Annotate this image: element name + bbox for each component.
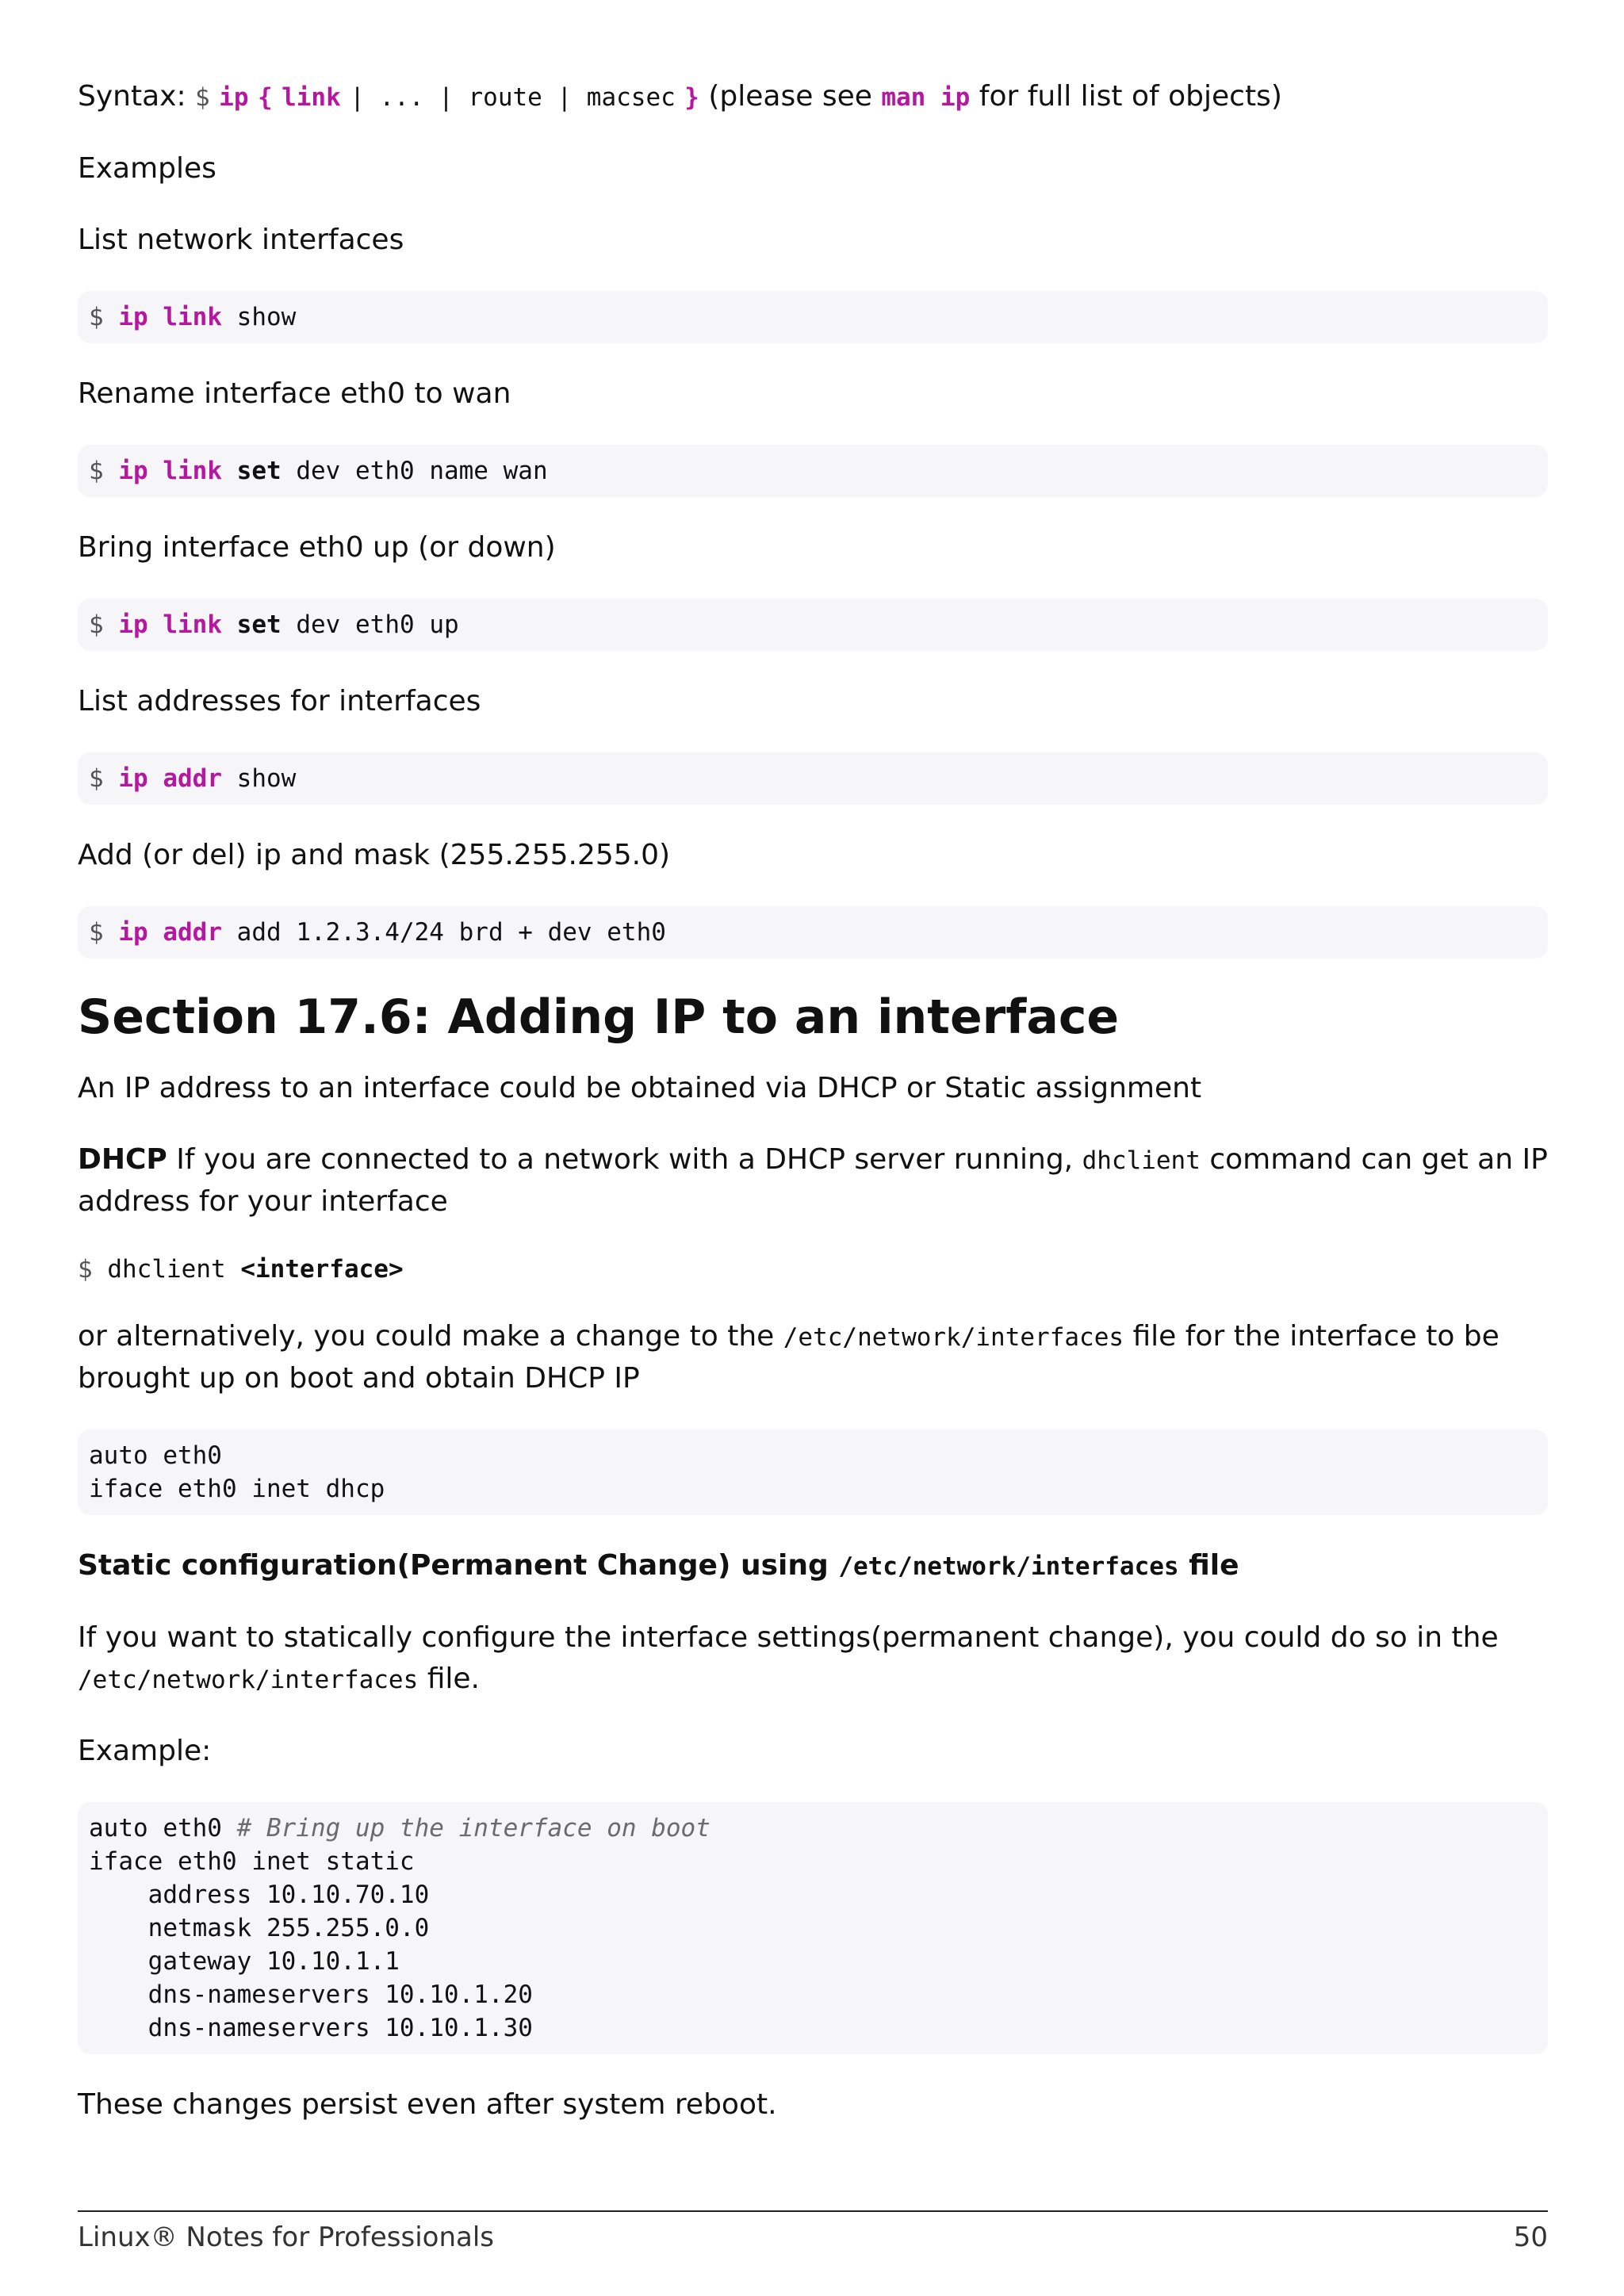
example-desc: Rename interface eth0 to wan [78,377,511,410]
static-text-cont: file. [427,1663,480,1695]
code-cmd: ip [118,610,148,639]
static-heading-file: file [1189,1549,1239,1582]
code-verb: set [236,457,282,485]
code-dollar: $ [89,303,104,331]
dhclient-command [78,1253,1548,1286]
dhclient-cmd: dhclient [107,1255,226,1284]
section-title: Section 17.6: Adding IP to an interface [78,989,1120,1045]
static-config-auto: auto eth0 [89,1814,237,1843]
example-item [78,220,1548,343]
example-desc: Bring interface eth0 up (or down) [78,531,556,564]
example-list [78,220,1548,959]
syntax-brace-open: { [257,83,273,112]
page-footer [78,2210,1548,2255]
code-cmd: ip [118,764,148,793]
syntax-brace-close: } [684,83,699,112]
static-path: /etc/network/interfaces [78,1666,419,1694]
alt-text-cont: file for the interface to be brought up on boot and obtain DHCP IP [78,1320,1500,1395]
example-code [78,599,1548,651]
code-dollar: $ [89,457,104,485]
static-paragraph [78,1617,1548,1701]
dhcp-label: DHCP [78,1143,167,1176]
examples-heading: Examples [78,152,216,185]
code-args: dev eth0 up [296,610,459,639]
example-item [78,527,1548,651]
example-code [78,752,1548,805]
syntax-cmd: ip [219,83,249,112]
persist-note: These changes persist even after system reboot. [78,2088,777,2121]
static-heading [78,1545,1548,1587]
static-config-body: iface eth0 inet static address 10.10.70.10 netmask 255.255.0.0 gateway 10.10.1.1 dns-nameservers 10.10.1.20 dns-nameservers 10.10.1.30 [89,1847,533,2042]
code-dollar: $ [89,610,104,639]
code-cmd: ip [118,303,148,331]
static-config-comment: # Bring up the interface on boot [236,1814,710,1843]
dhclient-arg: <interface> [240,1255,404,1284]
code-object: link [163,610,222,639]
alt-path: /etc/network/interfaces [783,1323,1124,1352]
example-code [78,291,1548,343]
syntax-man: man ip [881,83,971,112]
syntax-link: link [282,83,341,112]
example-label: Example: [78,1735,212,1767]
dhcp-inline-code: dhclient [1082,1146,1201,1175]
code-cmd: ip [118,457,148,485]
example-item [78,835,1548,959]
code-verb: set [236,610,282,639]
page-content [78,76,1548,2156]
example-desc: List addresses for interfaces [78,685,481,718]
footer-page-number: 50 [1513,2221,1548,2253]
syntax-line [78,76,1548,118]
code-cmd: ip [118,918,148,947]
code-object: link [163,303,222,331]
code-object: link [163,457,222,485]
code-args: add 1.2.3.4/24 brd + dev eth0 [236,918,666,947]
code-dollar: $ [89,764,104,793]
example-code [78,445,1548,497]
code-dollar: $ [78,1255,93,1284]
syntax-note-post: for full list of objects) [979,80,1282,113]
code-object: addr [163,764,222,793]
code-args: show [236,303,297,331]
dhcp-paragraph [78,1139,1548,1223]
static-config-block [78,1802,1548,2054]
footer-book-title: Linux® Notes for Professionals [78,2221,495,2253]
syntax-dollar: $ [195,83,210,112]
syntax-note-pre: (please see [708,80,872,113]
static-heading-text: Static configuration(Permanent Change) using [78,1549,829,1582]
alt-text: or alternatively, you could make a change to the [78,1320,775,1353]
dhcp-text: If you are connected to a network with a DHCP server running, [176,1143,1074,1176]
code-args: dev eth0 name wan [296,457,548,485]
dhcp-config-block: auto eth0 iface eth0 inet dhcp [78,1429,1548,1515]
example-code [78,906,1548,959]
dhcp-text-cont: command can get an IP address for your interface [78,1143,1548,1218]
code-object: addr [163,918,222,947]
static-heading-path: /etc/network/interfaces [838,1552,1179,1581]
section-intro: An IP address to an interface could be obtained via DHCP or Static assignment [78,1072,1202,1104]
example-item [78,681,1548,805]
code-args: show [236,764,297,793]
syntax-rest: | ... | route | macsec [350,83,676,112]
alt-paragraph [78,1316,1548,1399]
syntax-label: Syntax: [78,80,186,113]
example-desc: Add (or del) ip and mask (255.255.255.0) [78,839,671,871]
example-item [78,373,1548,497]
code-dollar: $ [89,918,104,947]
static-text: If you want to statically configure the interface settings(permanent change), you could do so in the [78,1621,1499,1654]
example-desc: List network interfaces [78,224,404,256]
